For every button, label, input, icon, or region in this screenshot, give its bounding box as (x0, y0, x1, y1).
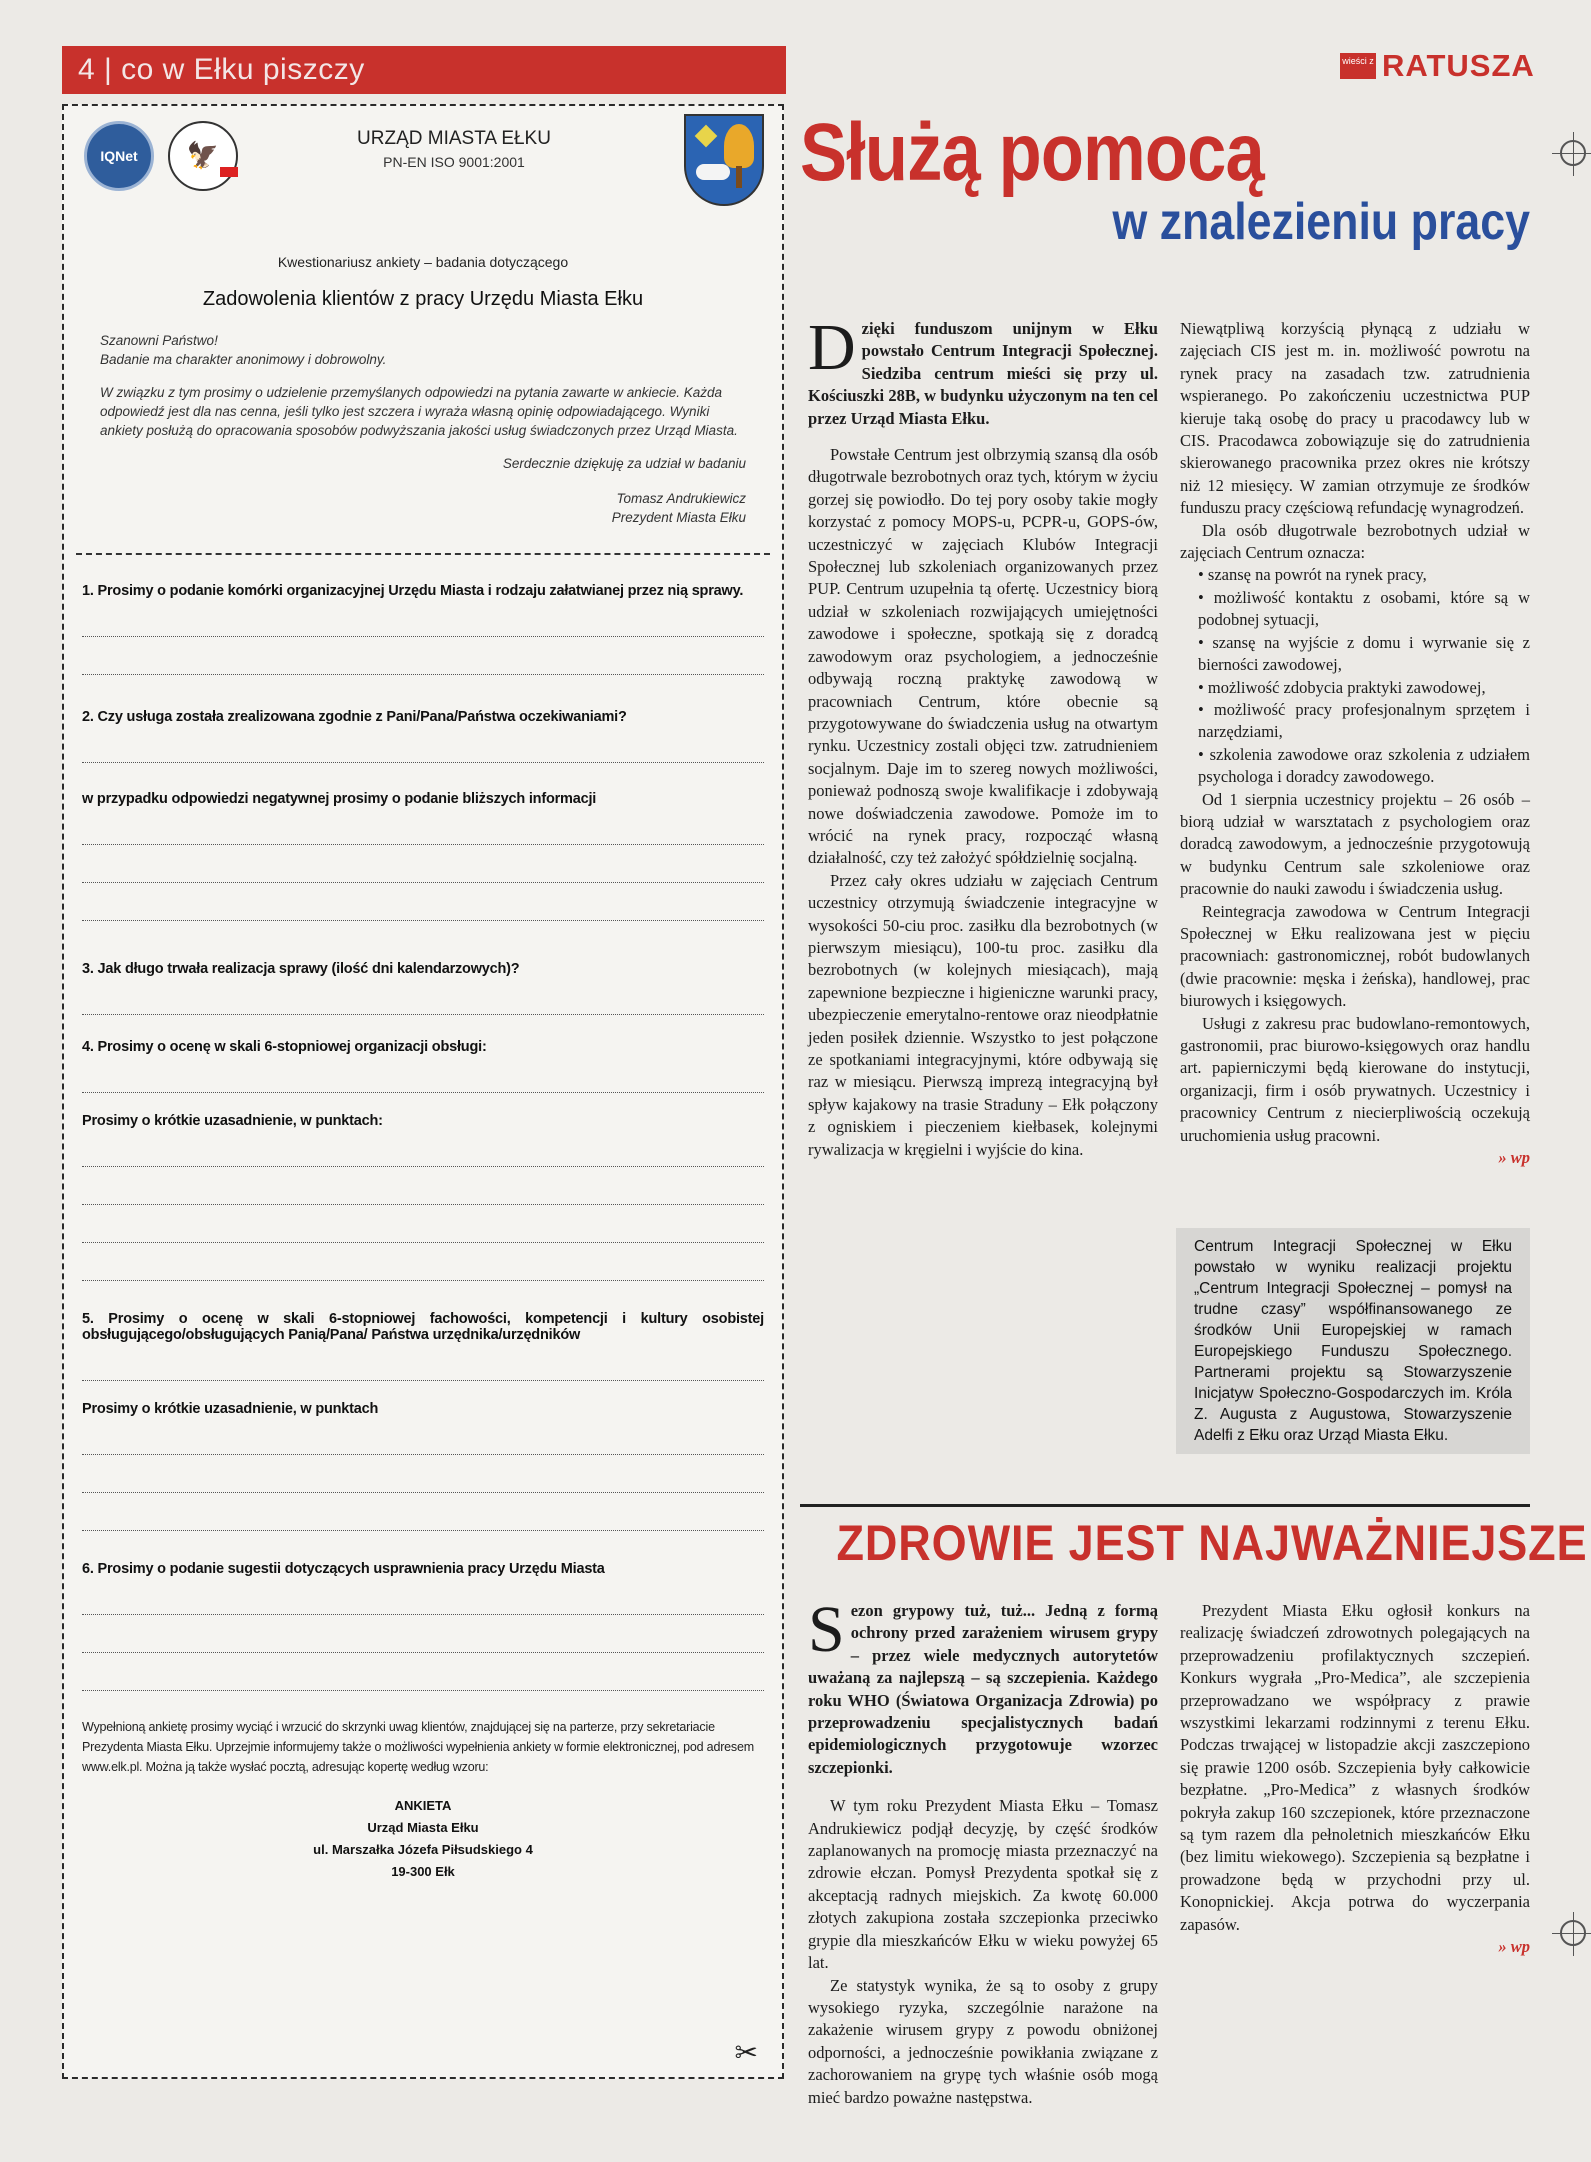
iqnet-certificate-icon: IQNet (84, 121, 154, 191)
article-lead: Dzięki funduszom unijnym w Ełku powstało Centrum Integracji Społecznej. Siedziba centrum mieści się przy ul. Kościuszki 28B, w budynku użyczonym na ten cel przez Urząd Miasta Ełku. (808, 311, 1158, 428)
brand-small-label: wieści z (1340, 53, 1376, 79)
author-signature: » wp (1498, 1148, 1530, 1168)
signer-name: Tomasz Andrukiewicz (616, 491, 746, 506)
paragraph: Reintegracja zawodowa w Centrum Integracji Społecznej w Ełku realizowana jest w pięciu pracowniach: gastronomicznej, robót budowlanych (dwie pracownie: męska i żeńska), handlowej, prac biurowych i księgowych. (1180, 901, 1530, 1011)
answer-line[interactable] (82, 725, 764, 763)
submission-instructions: Wypełnioną ankietę prosimy wyciąć i wrzucić do skrzynki uwag klientów, znajdującej się na parterze, przy sekretariacie Prezydenta Miasta Ełku. Uprzejmie informujemy także o możliwości wypełnienia ankiety w formie elektronicznej, pod adresem www.elk.pl. Można ją także wysłać pocztą, adresując kopertę według wzoru: (82, 1720, 754, 1774)
city-coat-of-arms-icon (684, 114, 764, 206)
paragraph: Dla osób długotrwale bezrobotnych udział w zajęciach Centrum oznacza: (1180, 520, 1530, 563)
dropcap: S (808, 1593, 845, 1666)
project-info-box: Centrum Integracji Społecznej w Ełku powstało w wyniku realizacji projektu „Centrum Integracji Społecznej – pomysł na trudne czasy” współfinansowanego ze środków Unii Europejskiej w ramach Europejskiego Funduszu Społecznego. Partnerami projektu są Stowarzyszenie Inicjatyw Społeczno-Gospodarczych im. Króla Z. Augusta z Augustowa, Stowarzyszenie Adelfi z Ełku oraz Urząd Miasta Ełku. (1176, 1228, 1530, 1454)
paragraph: Niewątpliwą korzyścią płynącą z udziału w zajęciach CIS jest m. in. możliwość powrotu na rynek pracy na zasadach tzw. zatrudnienia wspieranego. Po zakończeniu uczestnictwa PUP kieruje taką osobę do pracy u pracodawcy lub w CIS. Pracodawca zobowiązuje się do zatrudnienia skierowanego pracownika przez okres nie krótszy niż 12 miesięcy. W zamian otrzymuje ze środków funduszu pracy częściową refundację wynagrodzeń. (1180, 319, 1530, 518)
question-1: 1. Prosimy o podanie komórki organizacyjnej Urzędu Miasta i rodzaju załatwianej przez nią sprawy. (82, 583, 744, 599)
answer-line[interactable] (82, 1167, 764, 1205)
question-2: 2. Czy usługa została zrealizowana zgodnie z Pani/Pana/Państwa oczekiwaniami? (82, 709, 627, 725)
registration-mark-icon (1560, 140, 1586, 166)
answer-line[interactable] (82, 1577, 764, 1615)
registration-mark-icon (1560, 1920, 1586, 1946)
answer-line[interactable] (82, 1205, 764, 1243)
cut-line (76, 553, 770, 555)
article-2-column-2 (1180, 1600, 1530, 1959)
answer-line[interactable] (82, 1343, 764, 1381)
dropcap: D (808, 311, 856, 384)
form-intro (100, 331, 746, 440)
question-5-justification: Prosimy o krótkie uzasadnienie, w punktach (82, 1401, 379, 1417)
questions (82, 583, 764, 1691)
signer-role: Prezydent Miasta Ełku (611, 510, 746, 525)
paragraph: Prezydent Miasta Ełku ogłosił konkurs na realizację świadczeń zdrowotnych polegających na przeprowadzeniu profilaktycznych szczepień. Konkurs wygrała „Pro-Medica”, ale szczepienia przeprowadzano we współpracy z prawie wszystkimi lekarzami rodzinnymi z terenu Ełku. Podczas trwającej w listopadzie akcji zaszczepiono się prawie 1200 osób. Szczepienia były całkowicie bezpłatne. „Pro-Medica” z własnych środków pokryła zakup 160 szczepionek, które przeznaczone są tym razem dla pełnoletnich mieszkańców Ełku (bez limitu wiekowego). Szczepienia są bezpłatne i prowadzone będą w przychodni przy ul. Konopnickiej. Akcja potrwa do wyczerpania zapasów. (1180, 1601, 1530, 1934)
question-5: 5. Prosimy o ocenę w skali 6-stopniowej fachowości, kompetencji i kultury osobistej obsługującego/obsługujących Panią/Pana/ Państwa urzędnika/urzędników (82, 1311, 764, 1343)
paragraph: Powstałe Centrum jest olbrzymią szansą dla osób długotrwale bezrobotnych oraz tych, którym w życiu gorzej się powiodło. Do tej pory osoby takie mogły korzystać z pomocy MOPS-u, PCPR-u, GOPS-ów, uczestniczyć w zajęciach Klubów Integracji Społecznej lub szkoleniach organizowanych przez PUP. Centrum uzupełnia tą ofertę. Uczestnicy biorą udział w szkoleniach rozwijających umiejętności zawodowe i społeczne, spotkają się z doradcą zawodowym oraz psychologiem, a jednocześnie odbywają roczną praktykę zawodową w pracowniach Centrum, które obecnie są przygotowywane do świadczenia usług na otwartym rynku. Uczestnicy zostali objęci tzw. zatrudnieniem socjalnym. Daje im to szereg nowych możliwości, ponieważ podnoszą swoje kwalifikacje i zdobywają nowe doświadczenia zawodowe. Pomoże im to wrócić na rynek pracy, rozpocząć własną działalność, czy też założyć spółdzielnię socjalną. (808, 445, 1158, 868)
answer-line[interactable] (82, 637, 764, 675)
anonymity-note: Badanie ma charakter anonimowy i dobrowolny. (100, 352, 387, 367)
answer-line[interactable] (82, 977, 764, 1015)
answer-line[interactable] (82, 599, 764, 637)
address-line: 19-300 Ełk (391, 1864, 455, 1879)
answer-line[interactable] (82, 1243, 764, 1281)
answer-line[interactable] (82, 1653, 764, 1691)
bullet-item: • szansę na powrót na rynek pracy, (1198, 565, 1427, 585)
signature (64, 454, 746, 527)
section-divider (800, 1504, 1530, 1507)
article-2-headline: ZDROWIE JEST NAJWAŻNIEJSZE (836, 1515, 1588, 1571)
answer-line[interactable] (82, 1417, 764, 1455)
answer-line[interactable] (82, 1455, 764, 1493)
answer-line[interactable] (82, 1615, 764, 1653)
questionnaire-form (62, 104, 784, 2079)
eagle-emblem-icon: 🦅 (168, 121, 238, 191)
question-3: 3. Jak długo trwała realizacja sprawy (ilość dni kalendarzowych)? (82, 961, 520, 977)
bullet-item: • możliwość kontaktu z osobami, które są w podobnej sytuacji, (1198, 587, 1530, 630)
article-lead: Sezon grypowy tuż, tuż... Jedną z formą ochrony przed zarażeniem wirusem grypy – przez wiele medycznych autorytetów uważaną za najlepszą – są szczepienia. Każdego roku WHO (Światowa Organizacja Zdrowia) po przeprowadzeniu specjalistycznych badań epidemiologicznych przygotowuje wzorzec szczepionki. (808, 1593, 1158, 1777)
org-standard: PN-EN ISO 9001:2001 (383, 154, 525, 170)
question-4: 4. Prosimy o ocenę w skali 6-stopniowej organizacji obsługi: (82, 1039, 487, 1055)
address-line: Urząd Miasta Ełku (367, 1820, 479, 1835)
headline-main: Służą pomocą (800, 107, 1264, 198)
question-6: 6. Prosimy o podanie sugestii dotyczących usprawnienia pracy Urzędu Miasta (82, 1561, 605, 1577)
thanks-line: Serdecznie dziękuję za udział w badaniu (502, 456, 746, 471)
scissors-icon: ✂ (734, 2037, 758, 2068)
address-line: ANKIETA (394, 1798, 452, 1813)
brand-name: RATUSZA (1382, 48, 1535, 83)
form-title: Zadowolenia klientów z pracy Urzędu Miasta Ełku (202, 288, 644, 310)
answer-line[interactable] (82, 1129, 764, 1167)
question-2-followup: w przypadku odpowiedzi negatywnej prosimy o podanie bliższych informacji (82, 791, 597, 807)
org-title: URZĄD MIASTA EŁKU (357, 128, 551, 149)
form-header (64, 106, 782, 216)
article-1-headline (800, 108, 1530, 252)
bullet-item: • szkolenia zawodowe oraz szkolenia z udziałem psychologa i doradcy zawodowego. (1198, 744, 1530, 787)
question-4-justification: Prosimy o krótkie uzasadnienie, w punktach: (82, 1113, 383, 1129)
paragraph: Ze statystyk wynika, że są to osoby z grupy wysokiego ryzyka, szczególnie narażone na zakażenie wirusem grypy z powodu obniżonej odporności, a jednocześnie powikłania związane z zachorowaniem na grypę tych właśnie osób mogą mieć bardzo poważne następstwa. (808, 1975, 1158, 2107)
bullet-item: • szansę na wyjście z domu i wyrwanie się z bierności zawodowej, (1198, 632, 1530, 675)
answer-line[interactable] (82, 807, 764, 845)
greeting: Szanowni Państwo! (100, 333, 218, 348)
answer-line[interactable] (82, 1493, 764, 1531)
intro-text: W związku z tym prosimy o udzielenie przemyślanych odpowiedzi na pytania zawarte w ankiecie. Każda odpowiedź jest dla nas cenna, jeśli tylko jest szczera i wyraża własną opinię odpowiadającego. Wyniki ankiety posłużą do opracowania sposobów podwyższania jakości usług świadczonych przez Urząd Miasta. (100, 385, 738, 438)
headline-sub: w znalezieniu pracy (1112, 193, 1530, 251)
bullet-item: • możliwość pracy profesjonalnym sprzętem i narzędziami, (1198, 699, 1530, 742)
mailing-address (64, 1795, 782, 1883)
bullet-item: • możliwość zdobycia praktyki zawodowej, (1198, 677, 1486, 697)
answer-line[interactable] (82, 845, 764, 883)
author-signature: » wp (1498, 1937, 1530, 1957)
paragraph: Usługi z zakresu prac budowlano-remontowych, gastronomii, prac biurowo-księgowych oraz handlu art. papierniczymi będą kierowane do instytucji, organizacji, firm i osób prywatnych. Uczestnicy i pracownicy Centrum z niecierpliwością oczekują uruchomienia usług pracowni. (1180, 1013, 1530, 1145)
paragraph: Od 1 sierpnia uczestnicy projektu – 26 osób – biorą udział w warsztatach z psychologiem oraz doradcą zawodowym, a jednocześnie przygotowują w budynku Centrum sale szkoleniowe oraz pracownie do nauki zawodu i świadczenia usług. (1180, 789, 1530, 899)
article-1-column-1 (808, 311, 1158, 1161)
answer-line[interactable] (82, 883, 764, 921)
form-subtitle: Kwestionariusz ankiety – badania dotyczącego (277, 254, 569, 270)
answer-line[interactable] (82, 1055, 764, 1093)
section-header: 4 | co w Ełku piszczy (62, 46, 786, 94)
paragraph: W tym roku Prezydent Miasta Ełku – Tomasz Andrukiewicz podjął decyzję, by część środków zaplanowanych na promocję miasta przeznaczyć na zdrowie ełczan. Pomysł Prezydenta spotkał się z akceptacją radnych miejskich. Za kwotę 60.000 złotych zakupiona została szczepionka przeciwko grypie dla mieszkańców Ełku w wieku powyżej 65 lat. (808, 1796, 1158, 1973)
article-2-column-1 (808, 1593, 1158, 2109)
address-line: ul. Marszałka Józefa Piłsudskiego 4 (313, 1842, 533, 1857)
brand-logo (1340, 46, 1535, 86)
article-1-column-2 (1180, 318, 1530, 1169)
paragraph: Przez cały okres udziału w zajęciach Centrum uczestnicy otrzymują świadczenie integracyjne w wysokości 50-ciu proc. zasiłku dla bezrobotnych (w pierwszym miesiącu), 100-tu proc. zasiłku dla bezrobotnych (w kolejnych miesiącach), mają zapewnione bezpieczne i higieniczne warunki pracy, ubezpieczenie emerytalno-rentowe oraz nieodpłatnie jeden posiłek dziennie. Wszystko to jest połączone ze spotkaniami integracyjnymi, które odbywają się raz w miesiącu. Pierwszą imprezą integracyjną był spływ kajakowy na trasie Straduny – Ełk połączony z ogniskiem i pieczeniem kiełbasek, kolejnymi rywalizacja w kręgielni i wyjście do kina. (808, 870, 1158, 1159)
